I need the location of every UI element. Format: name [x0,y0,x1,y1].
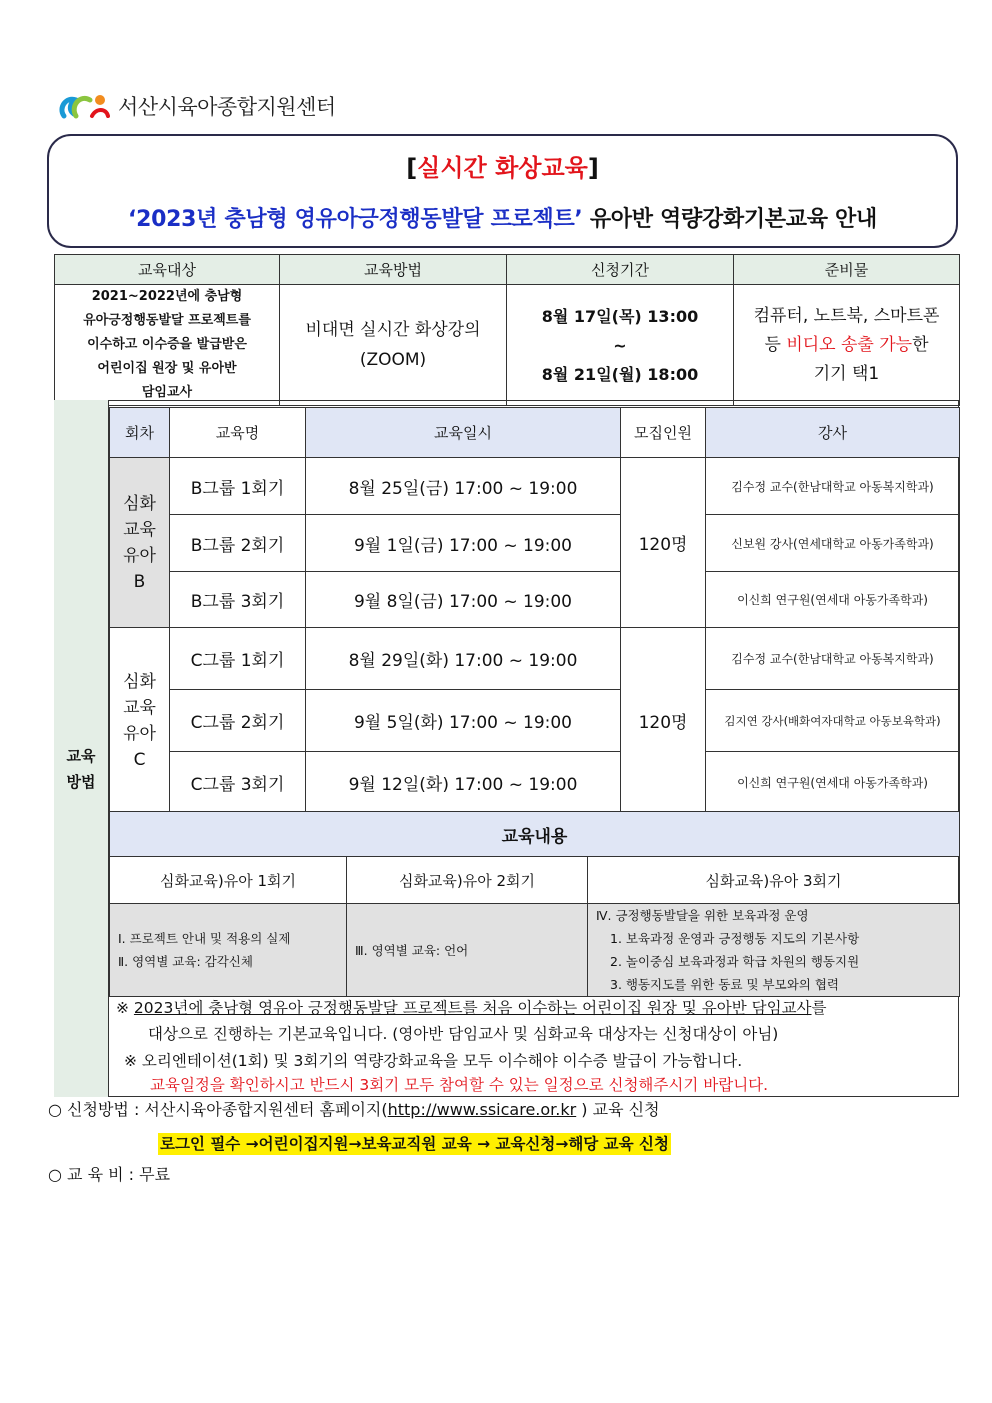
header-supplies: 준비물 [734,255,960,285]
course-date: 8월 29일(화) 17:00 ~ 19:00 [306,628,621,690]
center-logo-icon [56,86,116,126]
course-date: 8월 25일(금) 17:00 ~ 19:00 [306,458,621,515]
supplies-cell: 컴퓨터, 노트북, 스마트폰 등 비디오 송출 가능한 기기 택1 [734,285,960,406]
content-table [109,811,960,997]
table-row [110,628,960,690]
course-instructor: 김수정 교수(한남대학교 아동복지학과) [706,458,960,515]
course-instructor: 김지연 강사(배화여자대학교 아동보육학과) [706,690,960,752]
course-date: 9월 5일(화) 17:00 ~ 19:00 [306,690,621,752]
group-c-capacity: 120명 [621,628,706,814]
page-title: [실시간 화상교육] [406,154,599,182]
content-col-2: Ⅲ. 영역별 교육: 언어 [347,904,588,997]
course-date: 9월 1일(금) 17:00 ~ 19:00 [306,515,621,572]
header-instructor: 강사 [706,408,960,458]
header-session: 회차 [110,408,170,458]
table-row [110,458,960,515]
header-datetime: 교육일시 [306,408,621,458]
header-capacity: 모집인원 [621,408,706,458]
title-box [47,134,958,248]
course-date: 9월 12일(화) 17:00 ~ 19:00 [306,752,621,814]
method-cell: 비대면 실시간 화상강의 (ZOOM) [280,285,507,406]
period-cell: 8월 17일(목) 13:00 ~ 8월 21일(월) 18:00 [507,285,734,406]
content-header: 교육내용 [110,812,960,857]
apply-steps: 로그인 필수 →어린이집지원→보육교직원 교육 → 교육신청→해당 교육 신청 [160,1135,669,1153]
course-instructor: 이신희 연구원(연세대 아동가족학과) [706,572,960,628]
header-course-name: 교육명 [170,408,306,458]
header-period: 신청기간 [507,255,734,285]
table-row [110,690,960,752]
note-1-line2: 대상으로 진행하는 기본교육입니다. (영아반 담임교사 및 심화교육 대상자는 신청대상이 아님) [148,1025,779,1043]
note-3: 교육일정을 확인하시고 반드시 3회기 모두 참여할 수 있는 일정으로 신청해주시기 바랍니다. [150,1076,769,1094]
method-side-label: 교육 방법 [54,400,109,1097]
content-col-1: Ⅰ. 프로젝트 안내 및 적용의 실제 Ⅱ. 영역별 교육: 감각신체 [110,904,347,997]
homepage-link[interactable]: http://www.ssicare.or.kr [387,1100,577,1119]
target-cell: 2021~2022년에 충남형 유아긍정행동발달 프로젝트를 이수하고 이수증을 발급받은 어린이집 원장 및 유아반 담임교사 [55,285,280,406]
course-name: B그룹 1회기 [170,458,306,515]
group-b-label: 심화 교육 유아 B [110,458,170,628]
content-col-2-header: 심화교육)유아 2회기 [347,857,588,904]
course-date: 9월 8일(금) 17:00 ~ 19:00 [306,572,621,628]
group-b-capacity: 120명 [621,458,706,628]
content-col-3: Ⅳ. 긍정행동발달을 위한 보육과정 운영 1. 보육과정 운영과 긍정행동 지도의 기본사항 2. 놀이중심 보육과정과 학급 차원의 행동지원 3. 행동지도를 위한 동료 및 부모와의 협력 [588,904,960,997]
course-name: B그룹 2회기 [170,515,306,572]
fee: ○ 교 육 비 : 무료 [48,1165,171,1184]
schedule-table [109,407,960,814]
course-instructor: 이신희 연구원(연세대 아동가족학과) [706,752,960,814]
course-name: C그룹 2회기 [170,690,306,752]
apply-method: ○ 신청방법 : 서산시육아종합지원센터 홈페이지(http://www.ssicare.or.kr ) 교육 신청 [48,1100,660,1119]
course-instructor: 김수정 교수(한남대학교 아동복지학과) [706,628,960,690]
group-c-label: 심화 교육 유아 C [110,628,170,814]
page-subtitle: ‘2023년 충남형 영유아긍정행동발달 프로젝트’ 유아반 역량강화기본교육 안내 [128,207,877,232]
content-col-1-header: 심화교육)유아 1회기 [110,857,347,904]
course-name: C그룹 1회기 [170,628,306,690]
course-name: B그룹 3회기 [170,572,306,628]
note-1: ※ 2023년에 충남형 영유아 긍정행동발달 프로젝트를 처음 이수하는 어린이집 원장 및 유아반 담임교사를 [116,999,827,1017]
org-logo [56,86,336,126]
table-row [110,515,960,572]
table-row [110,572,960,628]
org-name: 서산시육아종합지원센터 [118,95,336,119]
table-row [110,752,960,814]
course-instructor: 신보원 강사(연세대학교 아동가족학과) [706,515,960,572]
content-col-3-header: 심화교육)유아 3회기 [588,857,960,904]
note-2: ※ 오리엔테이션(1회) 및 3회기의 역량강화교육을 모두 이수해야 이수증 발급이 가능합니다. [124,1052,743,1070]
header-method: 교육방법 [280,255,507,285]
course-name: C그룹 3회기 [170,752,306,814]
summary-table [54,254,960,406]
header-target: 교육대상 [55,255,280,285]
